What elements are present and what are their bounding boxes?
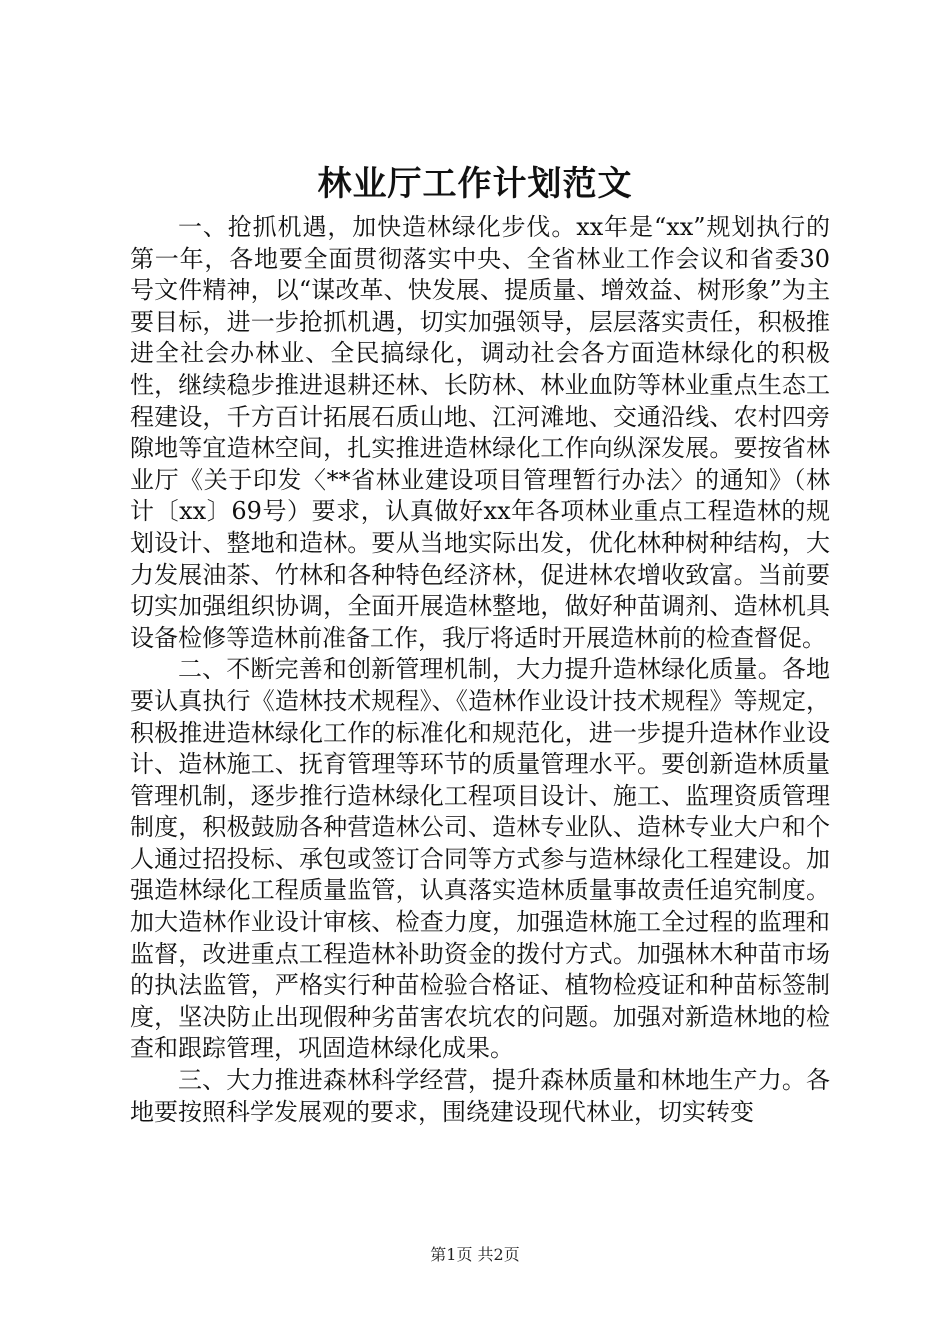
document-body: [130, 212, 830, 1128]
page-title: 林业厅工作计划范文: [317, 164, 633, 204]
paragraph-1: 一、抢抓机遇，加快造林绿化步伐。xx年是“xx”规划执行的第一年，各地要全面贯彻落实中央、全省林业工作会议和省委30号文件精神，以“谋改革、快发展、提质量、增效益、树形象”为主要目标，进一步抢抓机遇，切实加强领导，层层落实责任，积极推进全社会办林业、全民搞绿化，调动社会各方面造林绿化的积极性，继续稳步推进退耕还林、长防林、林业血防等林业重点生态工程建设，千方百计拓展石质山地、江河滩地、交通沿线、农村四旁隙地等宜造林空间，扎实推进造林绿化工作向纵深发展。要按省林业厅《关于印发〈**省林业建设项目管理暂行办法〉的通知》（林计〔xx〕69号）要求，认真做好xx年各项林业重点工程造林的规划设计、整地和造林。要从当地实际出发，优化林种树种结构，大力发展油茶、竹林和各种特色经济林，促进林农增收致富。当前要切实加强组织协调，全面开展造林整地，做好种苗调剂、造林机具设备检修等造林前准备工作，我厅将适时开展造林前的检查督促。: [130, 213, 830, 652]
page-footer: 第1页 共2页: [430, 1245, 520, 1264]
paragraph-3: 三、大力推进森林科学经营，提升森林质量和林地生产力。各地要按照科学发展观的要求，围绕建设现代林业，切实转变: [130, 1066, 830, 1126]
paragraph-2: 二、不断完善和创新管理机制，大力提升造林绿化质量。各地要认真执行《造林技术规程》、《造林作业设计技术规程》等规定，积极推进造林绿化工作的标准化和规范化，进一步提升造林作业设计、造林施工、抚育管理等环节的质量管理水平。要创新造林质量管理机制，逐步推行造林绿化工程项目设计、施工、监理资质管理制度，积极鼓励各种营造林公司、造林专业队、造林专业大户和个人通过招投标、承包或签订合同等方式参与造林绿化工程建设。加强造林绿化工程质量监管，认真落实造林质量事故责任追究制度。加大造林作业设计审核、检查力度，加强造林施工全过程的监理和监督，改进重点工程造林补助资金的拨付方式。加强林木种苗市场的执法监管，严格实行种苗检验合格证、植物检疫证和种苗标签制度，坚决防止出现假种劣苗害农坑农的问题。加强对新造林地的检查和跟踪管理，巩固造林绿化成果。: [130, 655, 830, 1063]
